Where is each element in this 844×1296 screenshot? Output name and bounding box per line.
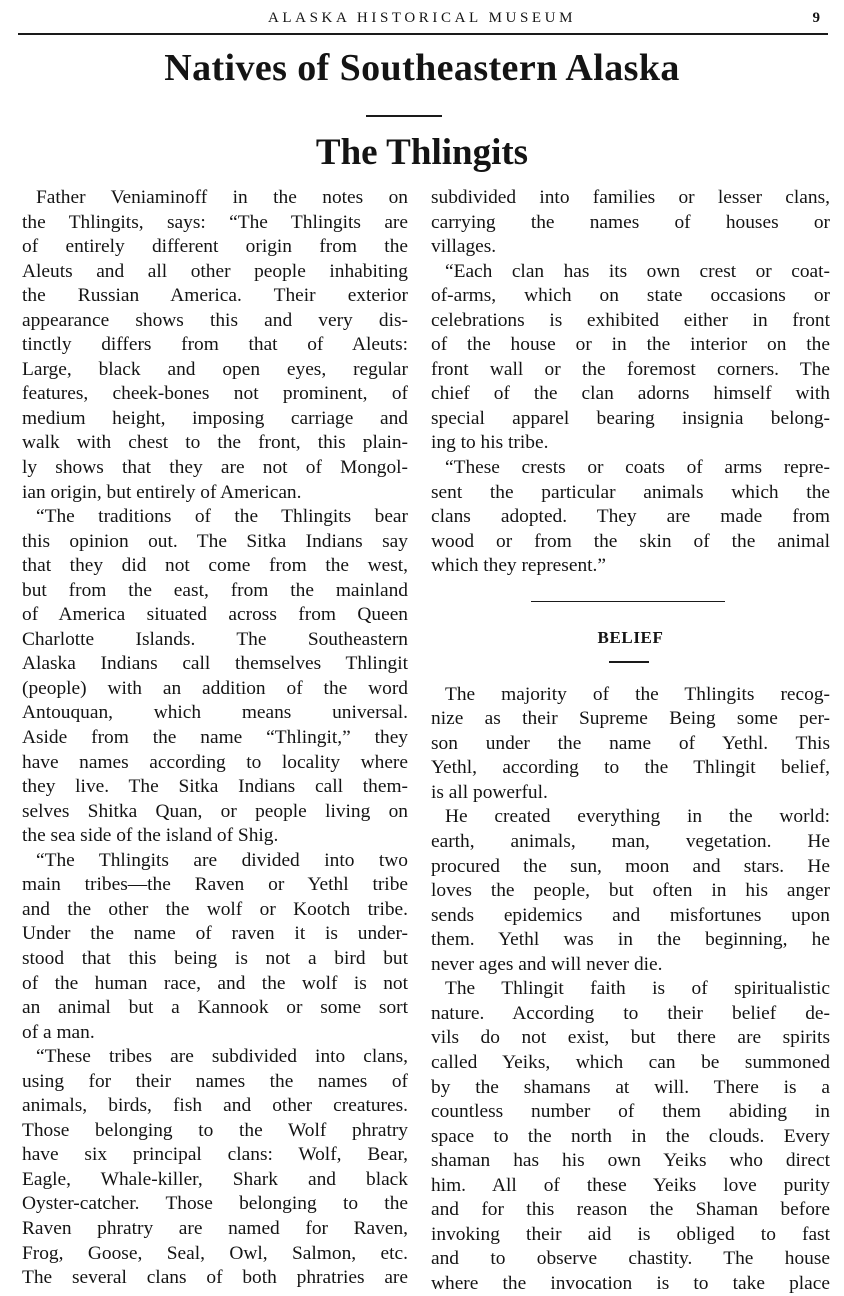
text-line: The majority of the Thlingits recog- (445, 683, 830, 705)
text-line: and to observe chastity. The house (431, 1248, 830, 1270)
page-number: 9 (812, 10, 820, 26)
text-line: earth, animals, man, vegetation. He (431, 831, 830, 853)
text-line: of America situated across from Queen (22, 604, 408, 626)
text-line: nize as their Supreme Being some per- (431, 708, 830, 730)
text-line: Raven phratry are named for Raven, (22, 1217, 408, 1239)
running-header (0, 6, 844, 32)
text-line: of entirely different origin from the (22, 236, 408, 258)
text-line: special apparel bearing insignia belong- (431, 407, 830, 429)
text-line: sent the particular animals which the (431, 481, 830, 503)
text-line: using for their names the names of (22, 1070, 408, 1092)
text-line: have six principal clans: Wolf, Bear, (22, 1144, 408, 1166)
text-line: of a man. (22, 1021, 95, 1043)
text-line: chief of the clan adorns himself with (431, 383, 830, 405)
text-line: the sea side of the island of Shig. (22, 825, 279, 847)
section-divider (531, 601, 725, 602)
text-line: Alaska Indians call themselves Thlingit (22, 653, 408, 675)
text-line: nature. According to their belief de- (431, 1002, 830, 1024)
text-line: called Yeiks, which can be summoned (431, 1051, 830, 1073)
text-line: never ages and will never die. (431, 953, 663, 975)
text-line: wood or from the skin of the animal (431, 530, 830, 552)
text-line: ing to his tribe. (431, 432, 549, 454)
text-line: space to the north in the clouds. Every (431, 1125, 830, 1147)
text-line: selves Shitka Quan, or people living on (22, 800, 408, 822)
text-line: He created everything in the world: (445, 806, 830, 828)
running-title: ALASKA HISTORICAL MUSEUM (267, 10, 577, 26)
section-heading-underline (609, 661, 649, 663)
text-line: walk with chest to the front, this plain- (22, 432, 408, 454)
text-line: “These tribes are subdivided into clans, (36, 1046, 408, 1068)
text-line: Large, black and open eyes, regular (22, 358, 408, 380)
text-line: animals, birds, fish and other creatures. (22, 1095, 408, 1117)
text-line: Antouquan, which means universal. (22, 702, 408, 724)
text-line: Those belonging to the Wolf phratry (22, 1119, 408, 1141)
text-line: medium height, imposing carriage and (22, 407, 408, 429)
page-title: Natives of Southeastern Alaska (164, 47, 680, 89)
text-line: subdivided into families or lesser clans, (431, 187, 830, 208)
text-line: carrying the names of houses or (431, 211, 830, 233)
text-line: (people) with an addition of the word (22, 677, 408, 699)
text-line: ian origin, but entirely of American. (22, 481, 302, 503)
text-line: Oyster-catcher. Those belonging to the (22, 1193, 408, 1215)
section-heading-belief: BELIEF (597, 627, 664, 647)
header-rule (18, 33, 828, 35)
text-line: the Russian America. Their exterior (22, 285, 408, 307)
text-line: sends epidemics and misfortunes upon (431, 904, 830, 926)
text-line: invoking their aid is obliged to fast (431, 1223, 830, 1245)
text-line: “These crests or coats of arms repre- (445, 457, 830, 479)
text-line: features, cheek-bones not prominent, of (22, 383, 408, 405)
text-line: villages. (431, 236, 497, 258)
text-line: front wall or the foremost corners. The (431, 358, 830, 380)
text-line: Frog, Goose, Seal, Owl, Salmon, etc. (22, 1242, 408, 1264)
text-line: is all powerful. (431, 781, 548, 803)
text-line: tinctly differs from that of Aleuts: (22, 334, 408, 356)
text-line: vils do not exist, but there are spirits (431, 1027, 830, 1049)
title-divider (366, 115, 442, 117)
text-line: Eagle, Whale-killer, Shark and black (22, 1168, 408, 1190)
text-line: “Each clan has its own crest or coat- (445, 260, 830, 282)
text-line: countless number of them abiding in (431, 1101, 830, 1123)
text-line: main tribes—the Raven or Yethl tribe (22, 874, 408, 896)
belief-section (431, 683, 830, 1296)
text-line: that they did not come from the west, (22, 555, 408, 577)
text-line: where the invocation is to take place (431, 1272, 830, 1294)
text-line: Aside from the name “Thlingit,” they (22, 727, 408, 749)
text-line: of the house or in the interior on the (431, 334, 830, 356)
text-line: procured the sun, moon and stars. He (431, 855, 830, 877)
text-line: clans adopted. They are made from (431, 506, 830, 528)
text-line: Charlotte Islands. The Southeastern (22, 628, 408, 650)
text-line: son under the name of Yethl. This (431, 732, 830, 754)
text-line: The Thlingit faith is of spiritualistic (445, 978, 830, 1000)
text-line: an animal but a Kannook or some sort (22, 997, 408, 1019)
text-line: but from the east, from the mainland (22, 579, 408, 601)
text-line: which they represent.” (431, 555, 606, 577)
text-line: them. Yethl was in the beginning, he (431, 929, 830, 951)
text-line: by the shamans at will. There is a (431, 1076, 830, 1098)
text-line: loves the people, but often in his anger (431, 880, 830, 902)
text-line: Father Veniaminoff in the notes on (36, 187, 408, 208)
text-line: “The Thlingits are divided into two (36, 849, 408, 871)
article-subtitle: The Thlingits (315, 132, 529, 173)
right-column (431, 186, 830, 1296)
text-line: Under the name of raven it is under- (22, 923, 408, 945)
text-line: of-arms, which on state occasions or (431, 285, 830, 307)
text-line: and the other the wolf or Kootch tribe. (22, 898, 408, 920)
text-line: him. All of these Yeiks love purity (431, 1174, 830, 1196)
text-line: Aleuts and all other people inhabiting (22, 260, 408, 282)
text-line: and for this reason the Shaman before (431, 1199, 830, 1221)
text-line: they live. The Sitka Indians call them- (22, 776, 408, 798)
text-line: have names according to locality where (22, 751, 408, 773)
left-column (22, 186, 408, 1291)
text-line: Yethl, according to the Thlingit belief, (431, 757, 830, 779)
text-line: the Thlingits, says: “The Thlingits are (22, 211, 408, 233)
text-line: “The traditions of the Thlingits bear (36, 506, 408, 528)
text-line: of the human race, and the wolf is not (22, 972, 408, 994)
text-line: appearance shows this and very dis- (22, 309, 408, 331)
text-line: stood that this being is not a bird but (22, 947, 408, 969)
text-line: ly shows that they are not of Mongol- (22, 457, 408, 479)
text-line: shaman has his own Yeiks who direct (431, 1150, 830, 1172)
text-line: The several clans of both phratries are (22, 1267, 408, 1289)
text-line: celebrations is exhibited either in front (431, 309, 830, 331)
text-line: this opinion out. The Sitka Indians say (22, 530, 408, 552)
